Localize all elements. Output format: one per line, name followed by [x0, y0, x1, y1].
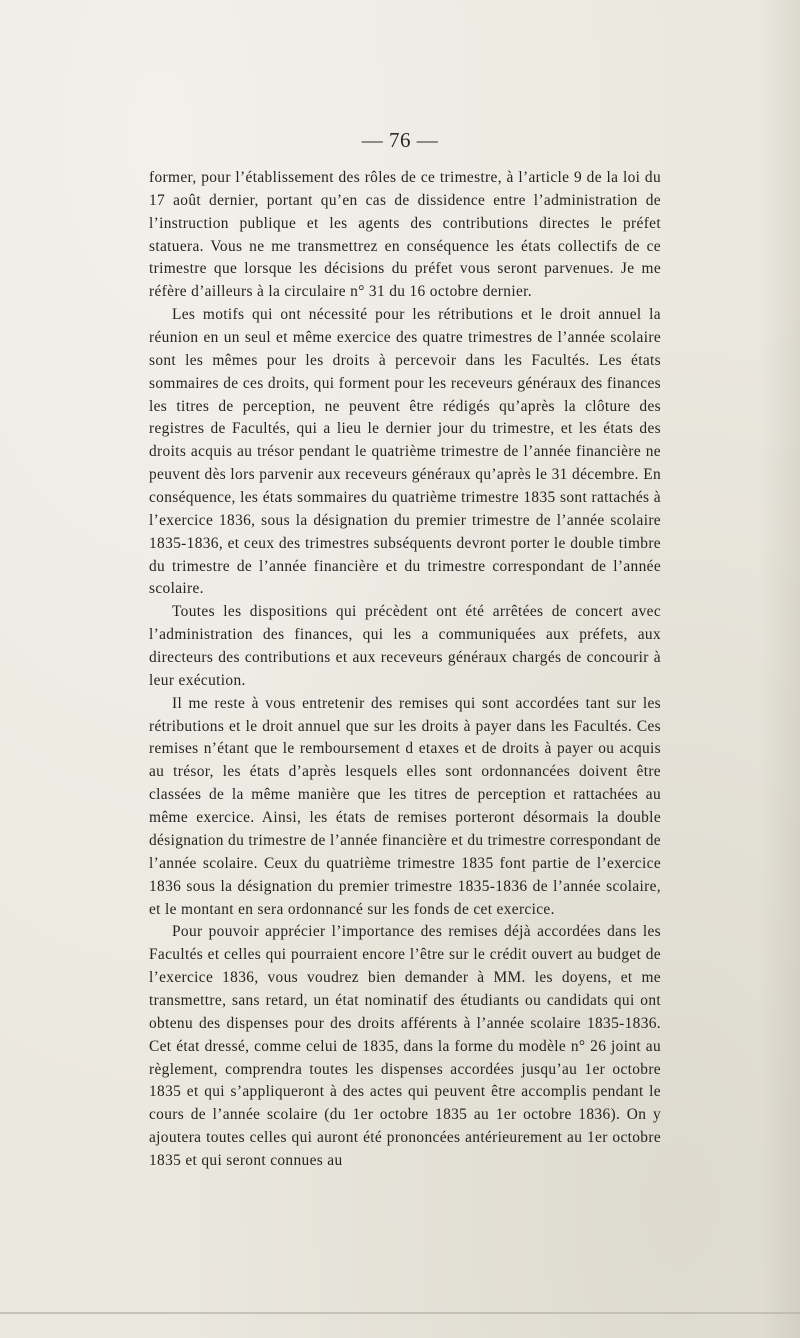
paragraph-motifs: Les motifs qui ont nécessité pour les rétributions et le droit annuel la réunion en un seul et même exercice des quatre trimestres de l’année scolaire sont les mêmes pour les droits à percevoir dans les Facultés. Les états sommaires de ces droits, qui forment pour les receveurs généraux des finances les titres de perception, ne peuvent être rédigés qu’après la clôture des registres de Facultés, qui a lieu le dernier jour du trimestre, et les états des droits acquis au trésor pendant le quatrième trimestre de l’année financière ne peuvent dès lors parvenir aux receveurs généraux qu’après le 31 décembre. En conséquence, les états sommaires du quatrième trimestre 1835 sont rattachés à l’exercice 1836, sous la désignation du premier trimestre de l’année scolaire 1835-1836, et ceux des trimestres subséquents devront porter le double timbre du trimestre de l’année financière et du trimestre correspondant de l’année scolaire. [149, 306, 661, 598]
page-number: — 76 — [361, 128, 439, 152]
bottom-edge-line [0, 1312, 800, 1314]
page-edge-shadow [760, 0, 800, 1338]
paragraph-remises: Il me reste à vous entretenir des remises qui sont accordées tant sur les rétributions et le droit annuel que sur les droits à payer dans les Facultés. Ces remises n’étant que le remboursement d etaxes et de droits à payer ou acquis au trésor, les états d’après lesquels elles sont ordonnancées doivent être classées de la même manière que les titres de perception et rattachées au même exercice. Ainsi, les états de remises porteront désormais la double désignation du trimestre de l’année financière et du trimestre correspondant de l’année scolaire. Ceux du quatrième trimestre 1835 font partie de l’exercice 1836 sous la désignation du premier trimestre 1835-1836 de l’année scolaire, et le montant en sera ordonnancé sur les fonds de cet exercice. [149, 694, 661, 918]
paragraph-continued: former, pour l’établissement des rôles de ce trimestre, à l’article 9 de la loi du 17 août dernier, portant qu’en cas de dissidence entre l’administration de l’instruction publique et les agents des contributions directes le préfet statuera. Vous ne me transmettrez en conséquence les états collectifs de ce trimestre que lorsque les décisions du préfet vous seront parvenues. Je me réfère d’ailleurs à la circulaire n° 31 du 16 octobre dernier. [149, 169, 661, 301]
paragraph-importance: Pour pouvoir apprécier l’importance des remises déjà accordées dans les Facultés et celles qui pourraient encore l’être sur le crédit ouvert au budget de l’exercice 1836, vous voudrez bien demander à MM. les doyens, et me transmettre, sans retard, un état nominatif des étudiants ou candidats qui ont obtenu des dispenses pour des droits afférents à l’année scolaire 1835-1836. Cet état dressé, comme celui de 1835, dans la forme du modèle n° 26 joint au règlement, comprendra toutes les dispenses accordées jusqu’au 1er octobre 1835 et qui s’appliqueront à des actes qui peuvent être accomplis pendant le cours de l’année scolaire (du 1er octobre 1835 au 1er octobre 1836). On y ajoutera toutes celles qui auront été prononcées antérieurement au 1er octobre 1835 et qui seront connues au [149, 923, 661, 1169]
paragraph-dispositions: Toutes les dispositions qui précèdent ont été arrêtées de concert avec l’administration des finances, qui les a communiquées aux préfets, aux directeurs des contributions et aux receveurs généraux chargés de concourir à leur exécution. [149, 603, 661, 689]
body-text [149, 167, 661, 1173]
